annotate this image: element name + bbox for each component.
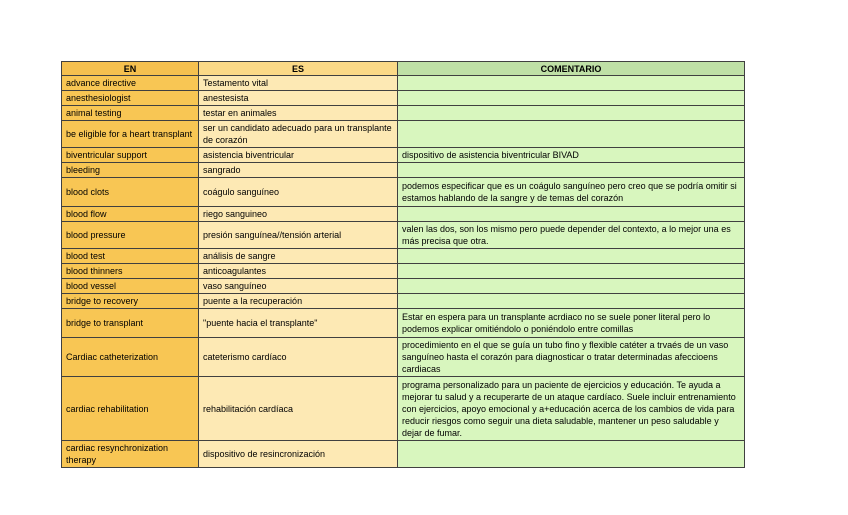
cell-es[interactable]: ser un candidato adecuado para un transplante de corazón: [199, 121, 398, 148]
cell-en[interactable]: bridge to recovery: [62, 294, 199, 309]
cell-en[interactable]: bleeding: [62, 163, 199, 178]
cell-en[interactable]: blood clots: [62, 178, 199, 207]
table-row: [62, 377, 745, 441]
cell-es[interactable]: coágulo sanguíneo: [199, 178, 398, 207]
cell-comment[interactable]: procedimiento en el que se guía un tubo fino y flexible catéter a trvaés de un vaso sanguíneo hasta el corazón para diagnosticar o tratar determinadas afeccioens cardiacas: [398, 338, 745, 377]
cell-en[interactable]: be eligible for a heart transplant: [62, 121, 199, 148]
cell-es[interactable]: testar en animales: [199, 106, 398, 121]
cell-en[interactable]: cardiac resynchronization therapy: [62, 441, 199, 468]
cell-comment[interactable]: [398, 207, 745, 222]
cell-en[interactable]: biventricular support: [62, 148, 199, 163]
cell-comment[interactable]: valen las dos, son los mismo pero puede depender del contexto, a lo mejor una es más precisa que otra.: [398, 222, 745, 249]
cell-comment[interactable]: [398, 441, 745, 468]
cell-es[interactable]: anestesista: [199, 91, 398, 106]
cell-en[interactable]: blood flow: [62, 207, 199, 222]
header-es[interactable]: ES: [199, 62, 398, 76]
cell-comment[interactable]: dispositivo de asistencia biventricular BIVAD: [398, 148, 745, 163]
table-row: [62, 338, 745, 377]
cell-comment[interactable]: [398, 121, 745, 148]
glossary-table: [61, 61, 745, 468]
table-row: [62, 294, 745, 309]
cell-es[interactable]: dispositivo de resincronización: [199, 441, 398, 468]
cell-es[interactable]: análisis de sangre: [199, 249, 398, 264]
table-row: [62, 222, 745, 249]
cell-es[interactable]: puente a la recuperación: [199, 294, 398, 309]
cell-en[interactable]: advance directive: [62, 76, 199, 91]
table-row: [62, 178, 745, 207]
cell-comment[interactable]: podemos especificar que es un coágulo sanguíneo pero creo que se podría omitir si estamos hablando de la sangre y de temas del corazón: [398, 178, 745, 207]
cell-es[interactable]: presión sanguínea//tensión arterial: [199, 222, 398, 249]
cell-comment[interactable]: programa personalizado para un paciente de ejercicios y educación. Te ayuda a mejorar tu salud y a recuperarte de un ataque cardíaco. Suele incluir entrenamiento con ejercicios, apoyo emocional y a+educación acerca de los cambios de vida para reducir riesgos como seguir una dieta saludable, mantener un peso saludable y dejar de fumar.: [398, 377, 745, 441]
cell-es[interactable]: riego sanguineo: [199, 207, 398, 222]
cell-es[interactable]: cateterismo cardíaco: [199, 338, 398, 377]
cell-es[interactable]: anticoagulantes: [199, 264, 398, 279]
header-en[interactable]: EN: [62, 62, 199, 76]
cell-en[interactable]: blood pressure: [62, 222, 199, 249]
table-row: [62, 163, 745, 178]
header-comment[interactable]: COMENTARIO: [398, 62, 745, 76]
cell-comment[interactable]: [398, 249, 745, 264]
cell-en[interactable]: animal testing: [62, 106, 199, 121]
cell-es[interactable]: sangrado: [199, 163, 398, 178]
cell-en[interactable]: cardiac rehabilitation: [62, 377, 199, 441]
cell-en[interactable]: blood vessel: [62, 279, 199, 294]
cell-es[interactable]: asistencia biventricular: [199, 148, 398, 163]
cell-en[interactable]: blood test: [62, 249, 199, 264]
cell-comment[interactable]: [398, 76, 745, 91]
cell-es[interactable]: vaso sanguíneo: [199, 279, 398, 294]
table-row: [62, 279, 745, 294]
table-row: [62, 76, 745, 91]
cell-en[interactable]: blood thinners: [62, 264, 199, 279]
table-row: [62, 309, 745, 338]
table-row: [62, 207, 745, 222]
cell-comment[interactable]: Estar en espera para un transplante acrdiaco no se suele poner literal pero lo podemos explicar omitiéndolo o poniéndolo entre comillas: [398, 309, 745, 338]
cell-comment[interactable]: [398, 91, 745, 106]
cell-comment[interactable]: [398, 294, 745, 309]
cell-comment[interactable]: [398, 106, 745, 121]
cell-en[interactable]: Cardiac catheterization: [62, 338, 199, 377]
table-row: [62, 264, 745, 279]
cell-comment[interactable]: [398, 279, 745, 294]
cell-en[interactable]: anesthesiologist: [62, 91, 199, 106]
cell-comment[interactable]: [398, 264, 745, 279]
table-row: [62, 106, 745, 121]
table-row: [62, 249, 745, 264]
cell-es[interactable]: Testamento vital: [199, 76, 398, 91]
cell-es[interactable]: rehabilitación cardíaca: [199, 377, 398, 441]
cell-comment[interactable]: [398, 163, 745, 178]
table-row: [62, 441, 745, 468]
table-row: [62, 91, 745, 106]
table-row: [62, 148, 745, 163]
cell-es[interactable]: "puente hacia el transplante": [199, 309, 398, 338]
header-row: [62, 62, 745, 76]
table-row: [62, 121, 745, 148]
cell-en[interactable]: bridge to transplant: [62, 309, 199, 338]
